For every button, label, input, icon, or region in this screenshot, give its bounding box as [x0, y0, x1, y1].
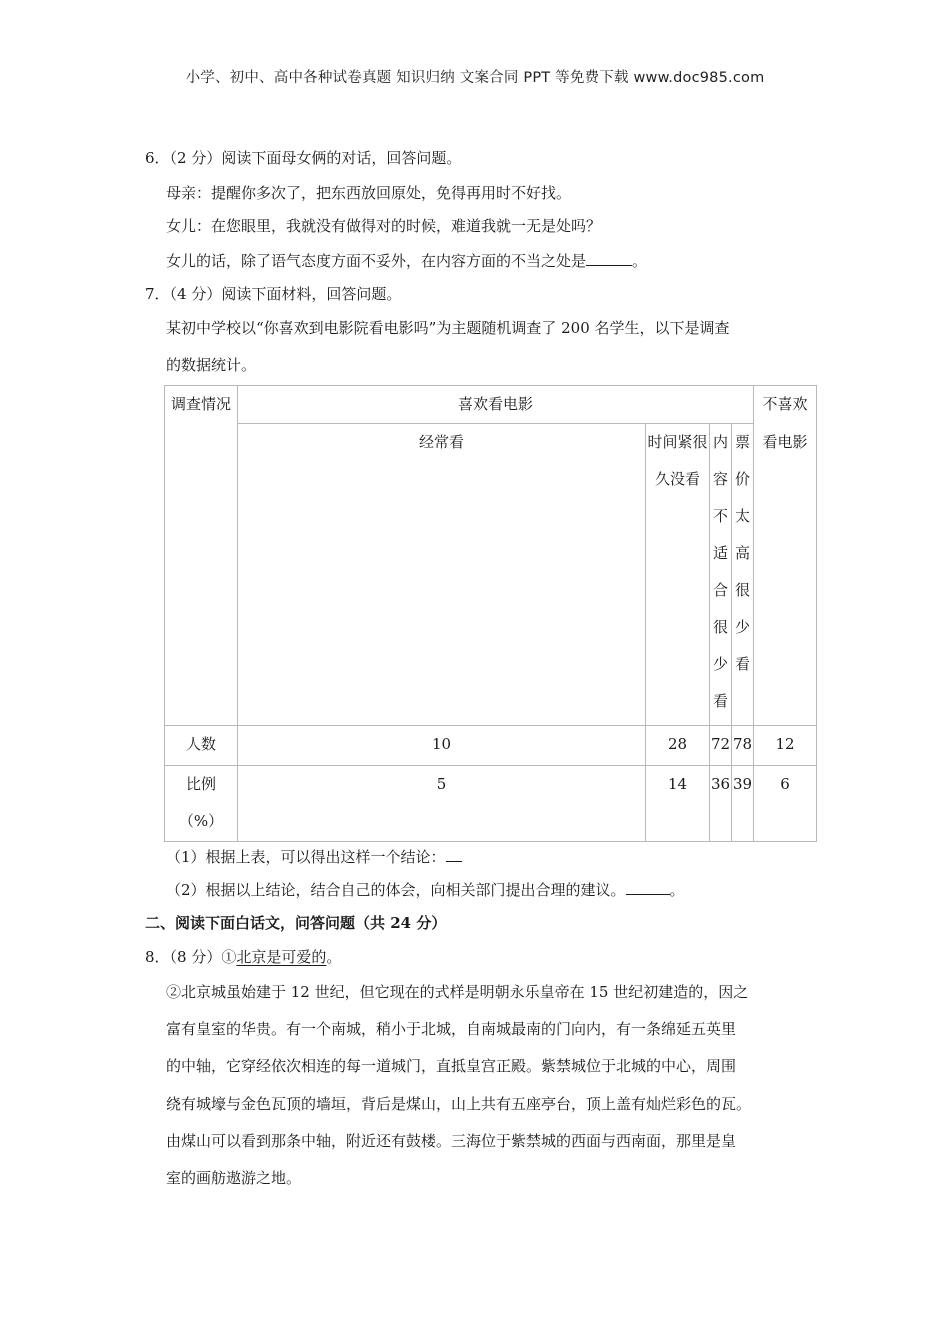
q8-title-line — [145, 947, 341, 967]
q7-subquestion-2 — [166, 879, 685, 900]
q8-passage-line-4: 绕有城壕与金色瓦顶的墙垣，背后是煤山，山上共有五座亭台，顶上盖有灿烂彩色的瓦。 — [166, 1095, 752, 1113]
row-count-label: 人数 — [165, 726, 238, 766]
often-watch-header: 经常看 — [238, 424, 646, 726]
ratio-often: 5 — [238, 766, 646, 842]
section-2-heading: 二、阅读下面白话文，问答问题（共 24 分） — [145, 914, 447, 932]
q8-passage-line-5: 由煤山可以看到那条中轴，附近还有鼓楼。三海位于紫禁城的西面与西南面，那里是皇 — [166, 1132, 737, 1150]
q8-passage-line-1: ②北京城虽始建于 12 世纪，但它现在的式样是明朝永乐皇帝在 15 世纪初建造的，因之 — [166, 983, 749, 1001]
q6-answer-blank[interactable] — [586, 250, 632, 266]
ratio-label: 比例 — [185, 775, 216, 793]
price-header: 票价太高很少看 — [735, 433, 751, 673]
content-header: 内容不适合很少看 — [713, 433, 729, 710]
q6-daughter-line: 女儿：在您眼里，我就没有做得对的时候，难道我就一无是处吗？ — [166, 217, 602, 235]
price-header-cell — [732, 424, 754, 726]
q7-sub1-blank[interactable] — [446, 846, 462, 862]
q7-stem: 7．（4 分）阅读下面材料，回答问题。 — [145, 285, 402, 303]
q6-question — [166, 250, 647, 271]
q7-sub2-blank[interactable] — [626, 879, 670, 895]
count-often: 10 — [238, 726, 646, 766]
q6-question-text: 女儿的话，除了语气态度方面不妥外，在内容方面的不当之处是 — [166, 252, 587, 270]
q7-sub2-text: （2）根据以上结论，结合自己的体会，向相关部门提出合理的建议。 — [166, 881, 626, 899]
busy-header: 时间紧很久没看 — [647, 433, 708, 488]
dislike-header-bottom: 看电影 — [754, 424, 817, 726]
like-movies-header: 喜欢看电影 — [238, 386, 754, 424]
q8-title-end: 。 — [326, 948, 342, 966]
page-header: 小学、初中、高中各种试卷真题 知识归纳 文案合同 PPT 等免费下载 www.doc985.com — [185, 70, 765, 86]
table-corner-label: 调查情况 — [171, 395, 232, 413]
q7-sub2-end: 。 — [669, 881, 685, 899]
q8-passage-line-2: 富有皇室的华贵。有一个南城，稍小于北城，自南城最南的门向内，有一条绵延五英里 — [166, 1020, 737, 1038]
count-price: 78 — [732, 726, 754, 766]
q7-intro-line-2: 的数据统计。 — [166, 356, 257, 374]
ratio-unit: （%） — [178, 812, 224, 830]
survey-table — [164, 385, 817, 842]
q8-prefix: 8．（8 分） — [145, 948, 222, 966]
q6-question-end: 。 — [632, 252, 648, 270]
q7-subquestion-1 — [166, 846, 462, 867]
ratio-price: 39 — [732, 766, 754, 842]
ratio-busy: 14 — [646, 766, 710, 842]
count-dislike: 12 — [754, 726, 817, 766]
q8-passage-line-3: 的中轴，它穿经依次相连的每一道城门，直抵皇宫正殿。紫禁城位于北城的中心，周围 — [166, 1057, 737, 1075]
ratio-dislike: 6 — [754, 766, 817, 842]
count-busy: 28 — [646, 726, 710, 766]
q8-title: 北京是可爱的 — [236, 948, 327, 966]
q7-intro-line-1: 某初中学校以“你喜欢到电影院看电影吗”为主题随机调查了 200 名学生，以下是调查 — [166, 319, 730, 337]
ratio-content: 36 — [710, 766, 732, 842]
q6-stem: 6．（2 分）阅读下面母女俩的对话，回答问题。 — [145, 149, 462, 167]
busy-header-cell — [646, 424, 710, 726]
q7-sub1-text: （1）根据上表，可以得出这样一个结论： — [166, 848, 446, 866]
table-corner-cell — [165, 386, 238, 726]
dislike-header-top: 不喜欢 — [754, 386, 817, 424]
q6-mother-line: 母亲：提醒你多次了，把东西放回原处，免得再用时不好找。 — [166, 184, 572, 202]
row-ratio-label-cell — [165, 766, 238, 842]
q8-passage-line-6: 室的画舫遨游之地。 — [166, 1169, 302, 1187]
count-content: 72 — [710, 726, 732, 766]
content-header-cell — [710, 424, 732, 726]
q8-title-mark: ① — [221, 948, 237, 966]
